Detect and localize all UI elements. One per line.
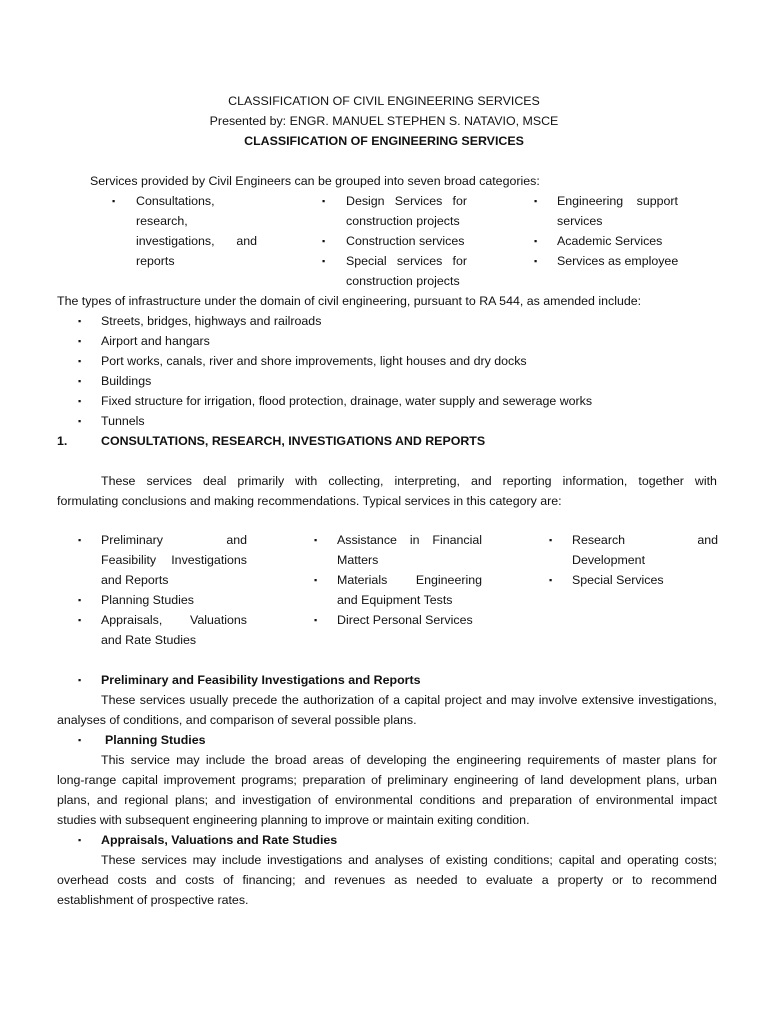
bullet-icon: ▪ — [78, 615, 82, 625]
service-text: Direct Personal Services — [337, 613, 473, 627]
category-text: services — [557, 214, 603, 228]
category-text: Special services for — [346, 254, 467, 268]
bullet-icon: ▪ — [549, 575, 553, 585]
bullet-icon: ▪ — [78, 316, 82, 326]
bullet-icon: ▪ — [314, 535, 318, 545]
service-text: and Reports — [101, 573, 169, 587]
list-item: Buildings — [101, 374, 152, 388]
category-text: research, — [136, 214, 188, 228]
infrastructure-intro: The types of infrastructure under the domain of civil engineering, pursuant to RA 544, as amended include: — [57, 294, 642, 308]
list-item: Fixed structure for irrigation, flood protection, drainage, water supply and sewerage works — [101, 394, 593, 408]
list-item: Tunnels — [101, 414, 145, 428]
list-item: Port works, canals, river and shore improvements, light houses and dry docks — [101, 354, 527, 368]
service-text: and Rate Studies — [101, 633, 197, 647]
service-text: Research and — [572, 533, 718, 547]
document-subtitle: CLASSIFICATION OF ENGINEERING SERVICES — [244, 134, 524, 148]
subsection-line: plans, and regional plans; and investigation of environmental conditions and preparation of environmental impact — [57, 793, 717, 807]
list-item: Airport and hangars — [101, 334, 210, 348]
bullet-icon: ▪ — [78, 416, 82, 426]
section-paragraph-line: These services deal primarily with collecting, interpreting, and reporting information, together with — [101, 474, 717, 488]
bullet-icon: ▪ — [78, 376, 82, 386]
service-text: Planning Studies — [101, 593, 194, 607]
bullet-icon: ▪ — [322, 256, 326, 266]
category-text: investigations, and — [136, 234, 257, 248]
category-text: reports — [136, 254, 175, 268]
section-paragraph-line: formulating conclusions and making recommendations. Typical services in this category are: — [57, 494, 562, 508]
service-text: Preliminary and — [101, 533, 247, 547]
bullet-icon: ▪ — [78, 595, 82, 605]
intro-paragraph: Services provided by Civil Engineers can be grouped into seven broad categories: — [90, 174, 540, 188]
service-text: Matters — [337, 553, 379, 567]
category-text: Construction services — [346, 234, 465, 248]
document-title: CLASSIFICATION OF CIVIL ENGINEERING SERVICES — [228, 94, 540, 108]
service-text: and Equipment Tests — [337, 593, 453, 607]
subsection-line: long-range capital improvement programs; preparation of preliminary engineering of land development plans, urban — [57, 773, 717, 787]
bullet-icon: ▪ — [314, 575, 318, 585]
bullet-icon: ▪ — [78, 356, 82, 366]
subsection-line: studies with subsequent engineering planning to improve or maintain exiting condition. — [57, 813, 530, 827]
category-text: Design Services for — [346, 194, 467, 208]
list-item: Streets, bridges, highways and railroads — [101, 314, 322, 328]
bullet-icon: ▪ — [78, 735, 82, 745]
category-text: Consultations, — [136, 194, 215, 208]
bullet-icon: ▪ — [78, 835, 82, 845]
service-text: Special Services — [572, 573, 664, 587]
subsection-line: These services may include investigations and analyses of existing conditions; capital and operating costs; — [101, 853, 717, 867]
presenter-line: Presented by: ENGR. MANUEL STEPHEN S. NATAVIO, MSCE — [209, 114, 559, 128]
subsection-line: analyses of conditions, and comparison of several possible plans. — [57, 713, 417, 727]
subsection-line: overhead costs and costs of financing; and revenues as needed to evaluate a property or to recommend — [57, 873, 717, 887]
category-text: Engineering support — [557, 194, 678, 208]
bullet-icon: ▪ — [322, 236, 326, 246]
category-text: construction projects — [346, 214, 460, 228]
bullet-icon: ▪ — [314, 615, 318, 625]
section-number: 1. — [57, 434, 68, 448]
subsection-heading: Preliminary and Feasibility Investigations and Reports — [101, 673, 421, 687]
section-heading: CONSULTATIONS, RESEARCH, INVESTIGATIONS AND REPORTS — [101, 434, 486, 448]
bullet-icon: ▪ — [534, 256, 538, 266]
bullet-icon: ▪ — [78, 675, 82, 685]
bullet-icon: ▪ — [534, 196, 538, 206]
subsection-heading: Appraisals, Valuations and Rate Studies — [101, 833, 338, 847]
bullet-icon: ▪ — [112, 196, 116, 206]
bullet-icon: ▪ — [549, 535, 553, 545]
category-text: Services as employee — [557, 254, 679, 268]
category-text: Academic Services — [557, 234, 663, 248]
subsection-heading: Planning Studies — [105, 733, 206, 747]
bullet-icon: ▪ — [78, 535, 82, 545]
subsection-line: This service may include the broad areas of developing the engineering requirements of master plans for — [101, 753, 717, 767]
service-text: Appraisals, Valuations — [101, 613, 247, 627]
service-text: Development — [572, 553, 646, 567]
service-text: Materials Engineering — [337, 573, 482, 587]
bullet-icon: ▪ — [322, 196, 326, 206]
bullet-icon: ▪ — [78, 336, 82, 346]
service-text: Assistance in Financial — [337, 533, 482, 547]
bullet-icon: ▪ — [78, 396, 82, 406]
bullet-icon: ▪ — [534, 236, 538, 246]
category-text: construction projects — [346, 274, 460, 288]
service-text: Feasibility Investigations — [101, 553, 247, 567]
subsection-line: establishment of prospective rates. — [57, 893, 249, 907]
subsection-line: These services usually precede the authorization of a capital project and may involve extensive investigations, — [101, 693, 717, 707]
